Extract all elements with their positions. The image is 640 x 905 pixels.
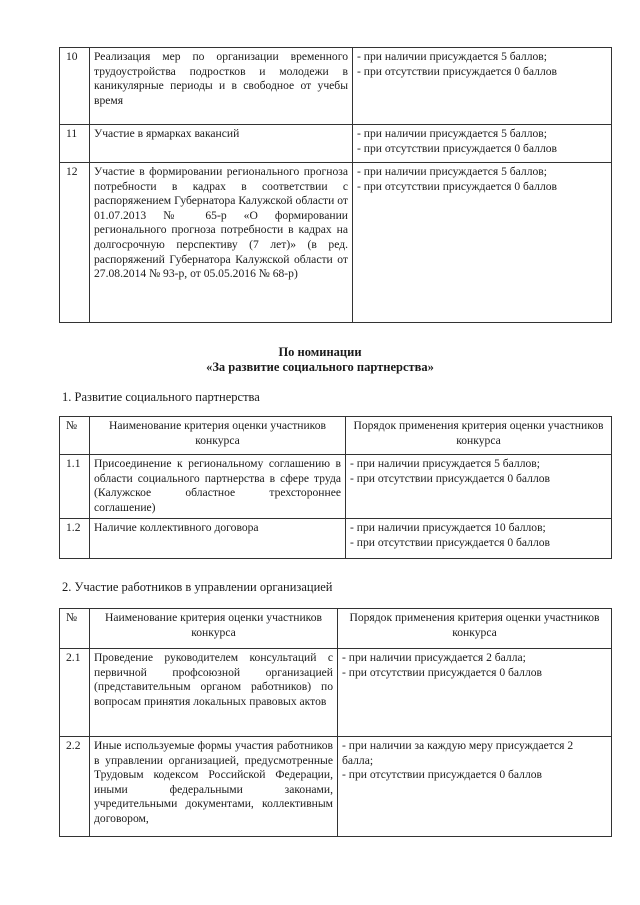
row-number: 12	[60, 163, 90, 323]
procedure-cell	[338, 649, 612, 737]
table-row	[60, 48, 612, 125]
criterion-cell: Иные используемые формы участия работников в управлении организацией, предусмотренные Трудовым кодексом Российской Федерации, иными федеральными законами, учредительными документами, коллективным договором,	[90, 737, 338, 837]
nomination-title: «За развитие социального партнерства»	[206, 360, 434, 374]
procedure-cell	[353, 163, 612, 323]
procedure-line: - при отсутствии присуждается 0 баллов	[350, 535, 551, 549]
row-number: 1.1	[60, 455, 90, 519]
procedure-line: - при наличии присуждается 10 баллов;	[350, 521, 546, 534]
row-number: 2.1	[60, 649, 90, 737]
procedure-line: - при наличии присуждается 2 балла;	[342, 651, 526, 664]
procedure-cell	[338, 737, 612, 837]
column-header-criterion: Наименование критерия оценки участников конкурса	[90, 609, 338, 649]
column-header-criterion: Наименование критерия оценки участников конкурса	[90, 417, 346, 455]
procedure-line: - при отсутствии присуждается 0 баллов	[350, 471, 551, 485]
row-number: 2.2	[60, 737, 90, 837]
procedure-line: - при наличии за каждую меру присуждается 2 балла;	[342, 739, 574, 767]
procedure-cell	[353, 125, 612, 163]
procedure-line: - при отсутствии присуждается 0 баллов	[357, 64, 558, 78]
procedure-line: - при наличии присуждается 5 баллов;	[357, 50, 547, 63]
procedure-cell	[346, 455, 612, 519]
section-title: 1. Развитие социального партнерства	[62, 390, 260, 404]
column-header-procedure: Порядок применения критерия оценки участников конкурса	[338, 609, 612, 649]
criterion-cell: Участие в ярмарках вакансий	[90, 125, 353, 163]
column-header-number: №	[60, 417, 90, 455]
criterion-cell: Проведение руководителем консультаций с первичной профсоюзной организацией (представительным органом работников) по вопросам принятия локальных правовых актов	[90, 649, 338, 737]
table-row	[60, 519, 612, 559]
table-row	[60, 125, 612, 163]
criteria-table-continued	[59, 47, 612, 323]
procedure-line: - при наличии присуждается 5 баллов;	[357, 127, 547, 140]
procedure-line: - при наличии присуждается 5 баллов;	[350, 457, 540, 470]
table-header-row	[60, 609, 612, 649]
procedure-cell	[346, 519, 612, 559]
procedure-line: - при отсутствии присуждается 0 баллов	[357, 179, 558, 193]
criterion-cell: Наличие коллективного договора	[90, 519, 346, 559]
procedure-line: - при отсутствии присуждается 0 баллов	[357, 141, 558, 155]
procedure-line: - при отсутствии присуждается 0 баллов	[342, 768, 543, 782]
table-row	[60, 737, 612, 837]
procedure-line: - при наличии присуждается 5 баллов;	[357, 165, 547, 178]
section-title: 2. Участие работников в управлении организацией	[62, 580, 333, 594]
column-header-procedure: Порядок применения критерия оценки участников конкурса	[346, 417, 612, 455]
procedure-cell	[353, 48, 612, 125]
table-row	[60, 455, 612, 519]
criteria-table-section-2	[59, 608, 612, 837]
nomination-heading: По номинации	[278, 345, 362, 359]
column-header-number: №	[60, 609, 90, 649]
table-row	[60, 163, 612, 323]
criterion-cell: Участие в формировании регионального прогноза потребности в кадрах в соответствии с распоряжением Губернатора Калужской области от 01.07.2013 № 65-р «О формировании регионального прогноза потребности в кадрах на долгосрочную перспективу (7 лет)» (в ред. распоряжений Губернатора Калужской области от 27.08.2014 № 93-р, от 05.05.2016 № 68-р)	[90, 163, 353, 323]
criterion-cell: Присоединение к региональному соглашению в области социального партнерства в сфере труда (Калужское областное трехстороннее соглашение)	[90, 455, 346, 519]
procedure-line: - при отсутствии присуждается 0 баллов	[342, 665, 543, 679]
row-number: 1.2	[60, 519, 90, 559]
table-header-row	[60, 417, 612, 455]
table-row	[60, 649, 612, 737]
criteria-table-section-1	[59, 416, 612, 559]
criterion-cell: Реализация мер по организации временного трудоустройства подростков и молодежи в каникулярные периоды и в свободное от учебы время	[90, 48, 353, 125]
row-number: 10	[60, 48, 90, 125]
row-number: 11	[60, 125, 90, 163]
